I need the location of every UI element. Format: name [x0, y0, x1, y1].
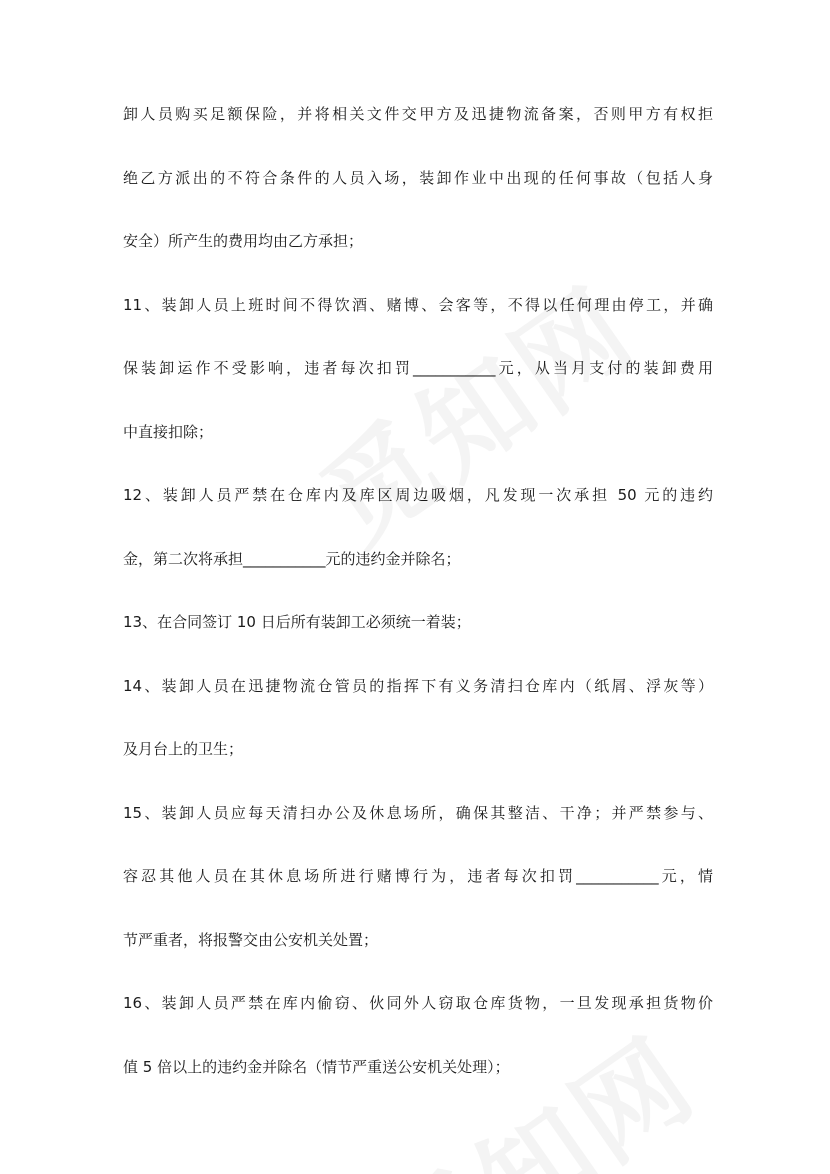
text-line: 卸人员购买足额保险，并将相关文件交甲方及迅捷物流备案，否则甲方有权拒 [123, 105, 713, 123]
document-body [123, 99, 713, 1115]
text-line: 绝乙方派出的不符合条件的人员入场，装卸作业中出现的任何事故（包括人身 [123, 168, 713, 187]
text-line: 金，第二次将承担___________元的违约金并除名； [123, 549, 461, 568]
text-line: 及月台上的卫生； [123, 740, 244, 758]
text-line: 容忍其他人员在其休息场所进行赌博行为，违者每次扣罚___________元，情 [123, 867, 713, 885]
text-line: 11、装卸人员上班时间不得饮酒、赌博、会客等，不得以任何理由停工，并确 [123, 295, 713, 314]
text-line: 节严重者，将报警交由公安机关处置； [123, 930, 379, 949]
text-line: 保装卸运作不受影响，违者每次扣罚___________元，从当月支付的装卸费用 [123, 359, 713, 377]
text-line: 16、装卸人员严禁在库内偷窃、伙同外人窃取仓库货物，一旦发现承担货物价 [123, 994, 713, 1012]
text-line: 12、装卸人员严禁在仓库内及库区周边吸烟，凡发现一次承担 50 元的违约 [123, 486, 713, 504]
text-line: 值 5 倍以上的违约金并除名（情节严重送公安机关处理）； [123, 1057, 510, 1076]
text-line: 安全）所产生的费用均由乙方承担； [123, 232, 364, 250]
text-line: 14、装卸人员在迅捷物流仓管员的指挥下有义务清扫仓库内（纸屑、浮灰等） [123, 676, 713, 695]
text-line: 13、在合同签订 10 日后所有装卸工必须统一着装； [123, 613, 471, 631]
text-line: 15、装卸人员应每天清扫办公及休息场所，确保其整洁、干净；并严禁参与、 [123, 803, 713, 822]
text-line: 中直接扣除； [123, 422, 214, 441]
